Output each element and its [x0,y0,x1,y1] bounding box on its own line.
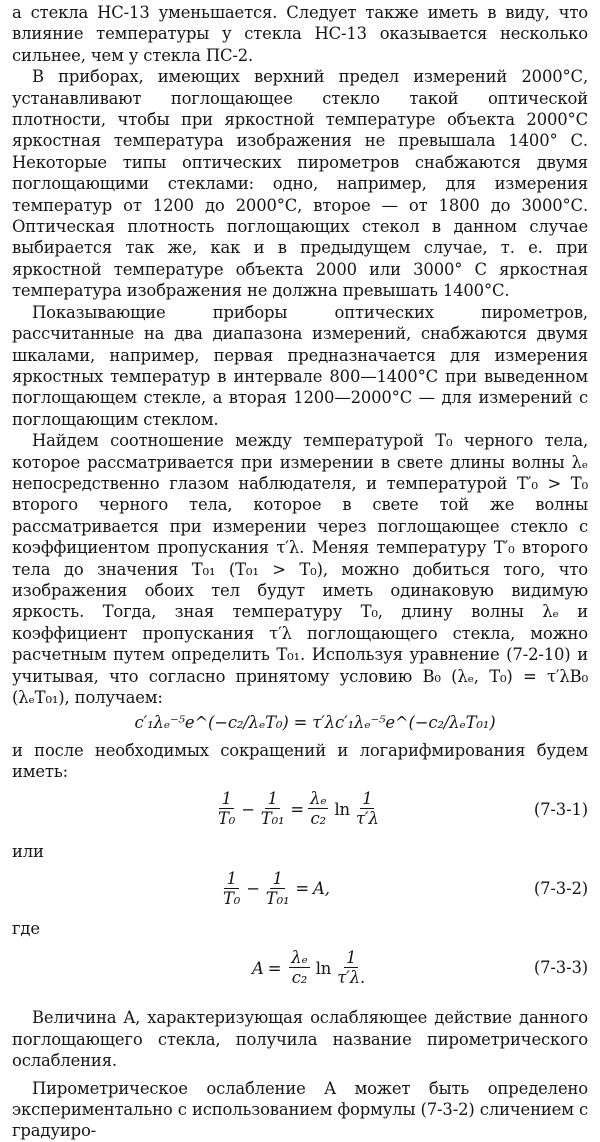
numerator: 1 [221,789,232,809]
fraction [264,870,292,909]
numerator: 1 [272,868,283,888]
fraction [335,949,367,988]
ln-operator: ln [334,799,350,819]
paragraph-4: Найдем соотношение между температурой T₀ черного тела, которое рассматривается при измерении в свете длины волны λₑ непосредственно глазом наблюдателя, и температурой T′₀ > T₀ второго черного тела, которое в свете той же волны рассматривается при измерении через поглощающее стекло с коэффициентом пропускания τ′λ. Меняя температуру T′₀ второго тела до значения T₀₁ (T₀₁ > T₀), можно добиться того, что изображения обоих тел будут иметь одинаковую видимую яркость. Тогда, зная температуру T₀, длину волны λₑ и коэффициент пропускания τ′λ поглощающего стекла, можно расчетным путем определить T₀₁. Используя уравнение (7-2-10) и учитывая, что согласно принятому условию B₀ (λₑ, T₀) = τ′λB₀ (λₑT₀₁), получаем: [12,431,588,707]
fraction [259,790,287,829]
lhs-symbol: A [252,958,264,978]
paragraph-8: Величина A, характеризующая ослабляющее действие данного поглощающего стекла, получила название пирометрического ослабления. [12,1008,588,1071]
equals-sign: = [295,879,310,899]
operator: − [246,879,260,899]
denominator: T₀₁ [260,809,285,829]
equation-7-3-3 [12,943,588,993]
fraction [354,790,381,829]
equation-number: (7-3-1) [533,799,588,819]
operator: − [241,799,255,819]
paragraph-or: или [12,841,44,861]
numerator: λₑ [291,947,308,967]
numerator: 1 [362,789,373,809]
numerator: 1 [345,947,357,967]
equals-sign: = [267,958,282,978]
denominator: c₂ [310,809,326,829]
equation-number: (7-3-2) [533,879,588,899]
paragraph-where: где [12,919,40,939]
denominator: T₀₁ [265,888,290,908]
fraction [216,790,237,829]
denominator: τ′λ. [337,967,366,987]
paragraph-2: В приборах, имеющих верхний предел измерений 2000°С, устанавливают поглощающее стекло такой оптической плотности, чтобы при яркостной температуре объекта 2000°С яркостная температура изображения не превышала 1400° С. Некоторые типы оптических пирометров снабжаются двумя поглощающими стеклами: одно, например, для измерения температур от 1200 до 2000°С, второе — от 1800 до 3000°С. Оптическая плотность поглощающих стекол в данном случае выбирается так же, как и в предыдущем случае, т. е. при яркостной температуре объекта 2000 или 3000° С яркостная температура изображения не должна превышать 1400°С. [12,67,588,301]
equation-brightness-equality: c′₁λₑ⁻⁵e^(−c₂/λₑT₀) = τ′λc′₁λₑ⁻⁵e^(−c₂/λₑT₀₁) [134,713,496,733]
ln-operator: ln [315,958,332,978]
equation-number: (7-3-3) [533,958,588,978]
denominator: T₀ [223,888,241,908]
denominator: c₂ [291,967,308,987]
rhs-symbol: A, [313,879,330,899]
numerator: 1 [267,789,278,809]
paragraph-3: Показывающие приборы оптических пирометров, рассчитанные на два диапазона измерений, снабжаются двумя шкалами, например, первая предназначается для измерения яркостных температур в интервале 800—1400°С при выведенном поглощающем стекле, а вторая 1200—2000°С — для измерений с поглощающим стеклом. [12,302,588,429]
equals-sign: = [290,799,305,819]
fraction [289,949,309,988]
paragraph-1: а стекла НС-13 уменьшается. Следует также иметь в виду, что влияние температуры у стекла НС-13 оказывается несколько сильнее, чем у стекла ПС-2. [12,3,588,65]
fraction [308,790,328,829]
equation-7-3-1 [12,785,588,835]
denominator: T₀ [218,809,236,829]
equation-7-3-2 [12,864,588,914]
numerator: λₑ [310,789,327,809]
fraction [221,870,242,909]
numerator: 1 [226,868,237,888]
paragraph-5: и после необходимых сокращений и логарифмирования будем иметь: [12,740,588,782]
paragraph-9: Пирометрическое ослабление A может быть определено экспериментально с использованием формулы (7-3-2) сличением с градуиро- [12,1078,588,1141]
denominator: τ′λ [355,809,379,829]
